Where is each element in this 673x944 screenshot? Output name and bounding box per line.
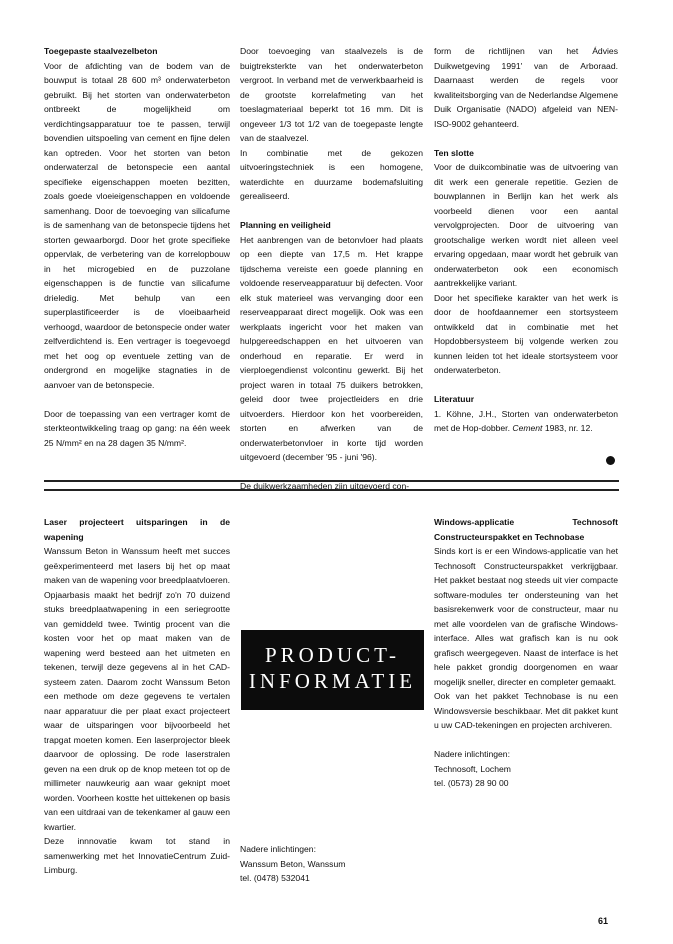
product-column-1 <box>44 515 230 878</box>
divider <box>44 489 619 491</box>
literature-heading: Literatuur <box>434 394 475 404</box>
paragraph: Voor de duikcombinatie was de uitvoering van dit werk een generale repetitie. Gezien de bouwplannen in Berlijn kan het werk als voorbeeld dienen voor een aantal vervolgprojecten. Door de uitvoering van grootschalige werken wordt niet alleen veel ervaring opgedaan, maar wordt het gebruik van onderwaterbeton ook een economisch aantrekkelijke variant. <box>434 162 618 288</box>
paragraph: Sinds kort is er een Windows-applicatie van het Technosoft Constructeurspakket verkrijgbaar. Het pakket bestaat nog steeds uit vier compacte software-modules ter ondersteuning van het basisrekenwerk voor de constructeur, maar nu met alle voordelen van de grafische Windows-interface. Alles wat grafisch kan is nu ook grafisch weergegeven. Naast de interface is het hele pakket grondig doorgenomen en waar mogelijk sneller, directer en completer gemaakt. <box>434 546 618 687</box>
logo-line: PRODUCT- <box>264 643 401 667</box>
contact-name: Wanssum Beton, Wanssum <box>240 858 346 869</box>
article-column-3 <box>434 44 618 436</box>
product-heading: Laser projecteert uitsparingen in de wapening <box>44 517 230 542</box>
paragraph: De duikwerkzaamheden zijn uitgevoerd con- <box>240 481 410 491</box>
paragraph: In combinatie met de gekozen uitvoeringstechniek is een homogene, waterdichte en duurzame bodemafsluiting gerealiseerd. <box>240 147 423 201</box>
product-heading: Windows-applicatie Technosoft Constructeurspakket en Technobase <box>434 517 618 542</box>
product-column-2-contact <box>240 842 423 886</box>
paragraph: Ook van het pakket Technobase is nu een Windowsversie beschikbaar. Met dit pakket kunt u uw CAD-tekeningen en projecten archiveren. <box>434 691 618 730</box>
paragraph: Door toevoeging van staalvezels is de buigtreksterkte van het onderwaterbeton vergroot. In verband met de verwerkbaarheid is de grootste korrelafmeting van het toeslagmateriaal beperkt tot 16 mm. Dit is ongeveer 1/3 tot 1/2 van de toegepaste lengte van de staalvezel. <box>240 46 423 143</box>
paragraph: Het aanbrengen van de betonvloer had plaats op een diepte van 17,5 m. Het krappe tijdschema vereiste een goede planning en voldoende reserveapparatuur bij defecten. Voor elk stuk materieel was vervanging door een reserveapparaat direct mogelijk. Ook was een werkplaats ingericht voor het maken van hulpgereedschappen en het uitvoeren van onderhoud en reparatie. Er werd in vierploegendienst volcontinu gewerkt. Bij het project waren in totaal 75 duikers betrokken, geleid door twee projectleiders en drie uitvoerders. Hierdoor kon het voorbereiden, storten en afwerken van de onderwaterbetonvloer in korte tijd worden uitgevoerd (december '95 - juni '96). <box>240 234 423 462</box>
contact-label: Nadere inlichtingen: <box>240 844 316 854</box>
contact-phone: tel. (0478) 532041 <box>240 873 310 883</box>
literature-reference <box>434 407 618 436</box>
section-heading: Toegepaste staalvezelbeton <box>44 46 158 56</box>
paragraph: Voor de afdichting van de bodem van de bouwput is totaal 28 600 m³ onderwaterbeton gebruikt. Bij het storten van onderwaterbeton ontbreekt de mogelijkheid om verdichtingsapparatuur toe te passen, terwijl bovendien uitspoeling van cement en fijne delen kan optreden. Voor het storten van beton onderwaterzal de betonspecie een aantal specifieke eigenschappen moeten bezitten, zoals goede vloeieigenschappen en voldoende samenhang. Door de toevoeging van silicafume is de samenhang van de betonspecie tijdens het storten gewaarborgd. Door het grote specifieke oppervlak, de verbetering van de korrelopbouw in het microgebied en de puzzolane eigenschappen is de functie van silicafume drieledig. Met behulp van een superplastificeerder is de vloeibaarheid verhoogd, waardoor de betonspecie onder water zelfverdichtend is. Een vertrager is toegevoegd met het oog op eventuele zetting van de ondergrond en mogelijke stagnaties in de aanvoer van de betonspecie. <box>44 60 230 390</box>
logo-line: INFORMATIE <box>248 669 417 693</box>
reference-text: 1983, nr. 12. <box>542 423 593 433</box>
paragraph: Door het specifieke karakter van het werk is door de hoofdaannemer een stortsysteem ontwikkeld dat in combinatie met het Hopdobbersysteem bij volgende werken zou kunnen leiden tot het ideale stortsysteem voor onderwaterbeton. <box>434 292 618 375</box>
paragraph: Deze innnovatie kwam tot stand in samenwerking met het InnovatieCentrum Zuid-Limburg. <box>44 836 230 875</box>
reference-text: 1. Köhne, J.H., Storten van onderwaterbeton met de Hop-dobber. <box>434 408 618 433</box>
paragraph: Door de toepassing van een vertrager komt de sterkteontwikkeling traag op gang: na één week 25 N/mm² en na 28 dagen 35 N/mm². <box>44 408 230 448</box>
divider <box>44 480 619 482</box>
paragraph: Wanssum Beton in Wanssum heeft met succes geëxperimenteerd met lasers bij het op maat maken van de wapening voor breedplaatvloeren. Opjaarbasis maakt het bedrijf zo'n 70 duizend stuks breedplaatwapening in een seriegrootte van gemiddeld twee. Twintig procent van die kosten voor het op maat maken van de wapening werd besteed aan het uitmeten en tekenen, terwijl deze gegevens al in het CAD-systeem zaten. Daarom zocht Wanssum Beton een methode om deze gegevens te vertalen naar apparatuur die per plaat exact projecteert waar de uitsparingen voor bijvoorbeeld het trapgat moeten komen. Een laserprojector bleek daarvoor de oplossing. De rode laserstralen geven na een druk op de knop meteen tot op de millimeter nauwkeurig aan waar geknipt moet worden. Voorheen kostte het uittekenen op basis van een uitdraai van de tekenkamer al gauw een kwartier. <box>44 546 230 832</box>
product-informatie-logo <box>241 630 424 710</box>
page-number: 61 <box>598 916 609 926</box>
article-column-2 <box>240 44 423 494</box>
section-heading: Ten slotte <box>434 147 474 158</box>
end-of-article-bullet-icon <box>606 456 615 465</box>
journal-name: Cement <box>512 423 543 433</box>
contact-phone: tel. (0573) 28 90 00 <box>434 778 509 788</box>
product-column-3 <box>434 515 618 791</box>
contact-label: Nadere inlichtingen: <box>434 749 510 759</box>
article-column-1 <box>44 44 230 450</box>
contact-name: Technosoft, Lochem <box>434 763 511 774</box>
paragraph: form de richtlijnen van het Ádvies Duikwetgeving 1991' van de Arboraad. Daarnaast werden de regels voor kwaliteitsborging van de Nederlandse Algemene Duik Organisatie (NADO) afgeleid van NEN-ISO-9002 gehanteerd. <box>434 46 618 129</box>
section-heading: Planning en veiligheid <box>240 220 331 230</box>
